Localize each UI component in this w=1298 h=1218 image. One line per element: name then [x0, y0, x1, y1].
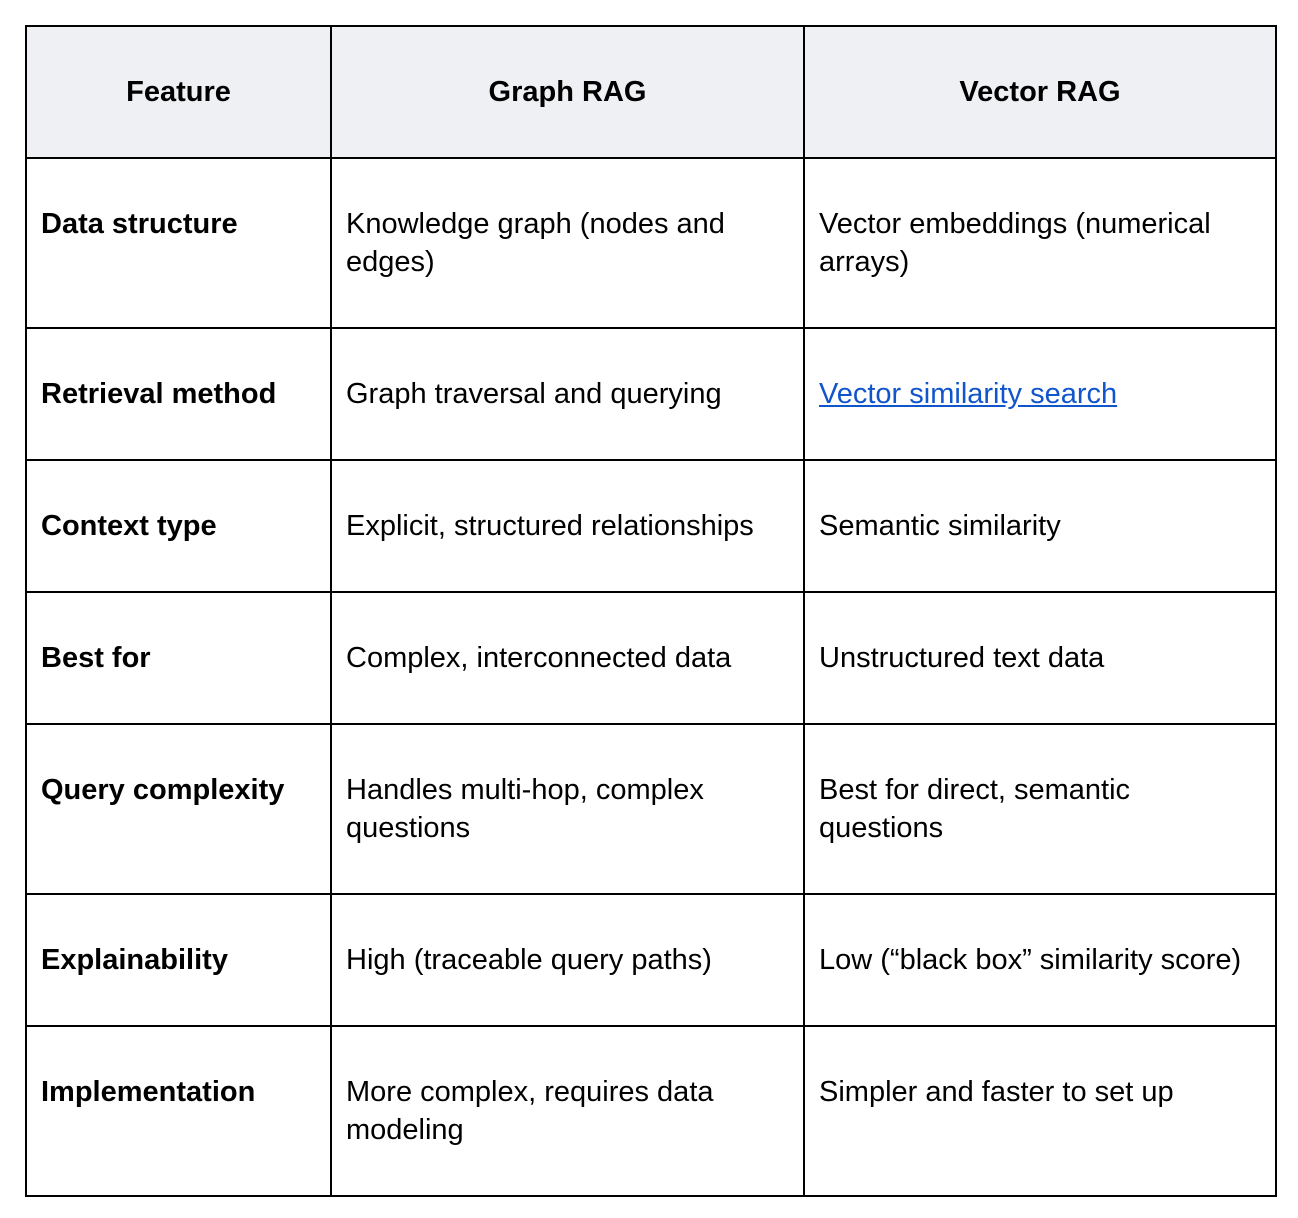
graph-rag-cell: Graph traversal and querying — [331, 328, 804, 460]
table-row — [26, 592, 1276, 724]
vector-rag-cell: Vector embeddings (numerical arrays) — [804, 158, 1276, 328]
column-header-feature: Feature — [26, 26, 331, 158]
graph-rag-cell: Handles multi-hop, complex questions — [331, 724, 804, 894]
vector-similarity-search-link[interactable]: Vector similarity search — [819, 378, 1118, 410]
graph-rag-cell: More complex, requires data modeling — [331, 1026, 804, 1196]
graph-rag-cell: Complex, interconnected data — [331, 592, 804, 724]
vector-rag-cell — [804, 328, 1276, 460]
graph-rag-cell: Knowledge graph (nodes and edges) — [331, 158, 804, 328]
table-row — [26, 328, 1276, 460]
feature-cell: Query complexity — [26, 724, 331, 894]
header-row — [26, 26, 1276, 158]
table-row — [26, 158, 1276, 328]
vector-rag-cell: Unstructured text data — [804, 592, 1276, 724]
column-header-graph-rag: Graph RAG — [331, 26, 804, 158]
vector-rag-cell: Simpler and faster to set up — [804, 1026, 1276, 1196]
table-row — [26, 894, 1276, 1026]
table-row — [26, 1026, 1276, 1196]
table-row — [26, 460, 1276, 592]
vector-rag-cell: Best for direct, semantic questions — [804, 724, 1276, 894]
comparison-table — [25, 25, 1277, 1197]
table-row — [26, 724, 1276, 894]
graph-rag-cell: High (traceable query paths) — [331, 894, 804, 1026]
vector-rag-cell: Low (“black box” similarity score) — [804, 894, 1276, 1026]
column-header-vector-rag: Vector RAG — [804, 26, 1276, 158]
graph-rag-cell: Explicit, structured relationships — [331, 460, 804, 592]
feature-cell: Implementation — [26, 1026, 331, 1196]
feature-cell: Best for — [26, 592, 331, 724]
feature-cell: Explainability — [26, 894, 331, 1026]
vector-rag-cell: Semantic similarity — [804, 460, 1276, 592]
feature-cell: Context type — [26, 460, 331, 592]
feature-cell: Retrieval method — [26, 328, 331, 460]
feature-cell: Data structure — [26, 158, 331, 328]
